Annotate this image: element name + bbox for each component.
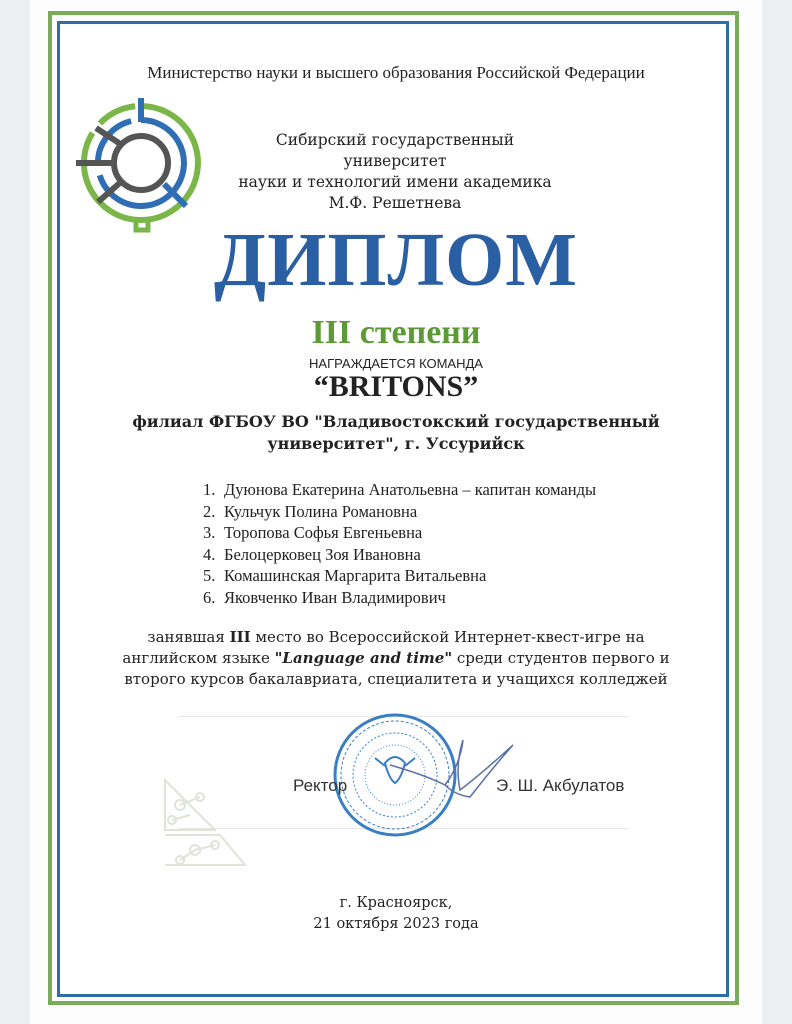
branch-line-2: университет", г. Уссурийск <box>267 434 525 453</box>
date: 21 октября 2023 года <box>313 916 479 932</box>
member-name: Торопова Софья Евгеньевна <box>224 523 423 543</box>
member-number: 2. <box>203 501 216 521</box>
description-line-3: второго курсов бакалавриата, специалитета и учащихся колледжей <box>124 670 668 688</box>
member-name: Белоцерковец Зоя Ивановна <box>224 544 421 564</box>
place: г. Красноярск, <box>339 895 453 911</box>
member-name: Кульчук Полина Романовна <box>224 501 418 521</box>
description-text: среди студентов первого и <box>452 649 670 667</box>
member-number: 1. <box>203 480 216 499</box>
university-logo-icon <box>76 98 206 236</box>
description-text: английском языке <box>122 649 275 667</box>
member-name: Комашинская Маргарита Витальевна <box>224 566 487 586</box>
signature-role: Ректор <box>293 776 348 795</box>
member-name: Яковченко Иван Владимирович <box>224 587 446 607</box>
member-item <box>203 522 596 544</box>
signatory-name: Э. Ш. Акбулатов <box>496 776 625 795</box>
member-item <box>203 587 596 609</box>
member-number: 3. <box>203 523 216 543</box>
team-members-list <box>203 479 596 609</box>
diploma-title: ДИПЛОМ <box>214 218 578 302</box>
competition-name: "Language and time" <box>274 649 453 667</box>
member-number: 6. <box>203 587 216 607</box>
awarded-label: НАГРАЖДАЕТСЯ КОМАНДА <box>309 356 483 371</box>
member-item <box>203 501 596 523</box>
place-number: III <box>229 628 251 646</box>
description-line-2 <box>0 648 792 669</box>
branch-line-1: филиал ФГБОУ ВО "Владивостокский государственный <box>132 412 660 431</box>
branch-name <box>0 411 792 455</box>
description-text: занявшая <box>147 628 230 646</box>
member-item <box>203 544 596 566</box>
university-name <box>222 130 568 214</box>
university-line-3: М.Ф. Решетнева <box>328 194 462 212</box>
member-item <box>203 479 596 501</box>
description-text: место во Всероссийской Интернет-квест-игре на <box>250 628 645 646</box>
diploma-degree: III степени <box>311 314 481 351</box>
ministry-heading: Министерство науки и высшего образования Российской Федерации <box>147 63 645 82</box>
member-name: Дуюнова Екатерина Анатольевна – капитан команды <box>224 480 597 499</box>
member-number: 4. <box>203 544 216 564</box>
description-line-1 <box>0 627 792 648</box>
member-number: 5. <box>203 566 216 586</box>
university-line-2: науки и технологий имени академика <box>238 173 552 191</box>
university-line-1: Сибирский государственный университет <box>275 131 515 170</box>
achievement-description <box>0 627 792 690</box>
member-item <box>203 565 596 587</box>
team-name: “BRITONS” <box>313 370 479 403</box>
place-and-date <box>0 893 792 935</box>
circuit-decoration-icon <box>160 775 255 870</box>
